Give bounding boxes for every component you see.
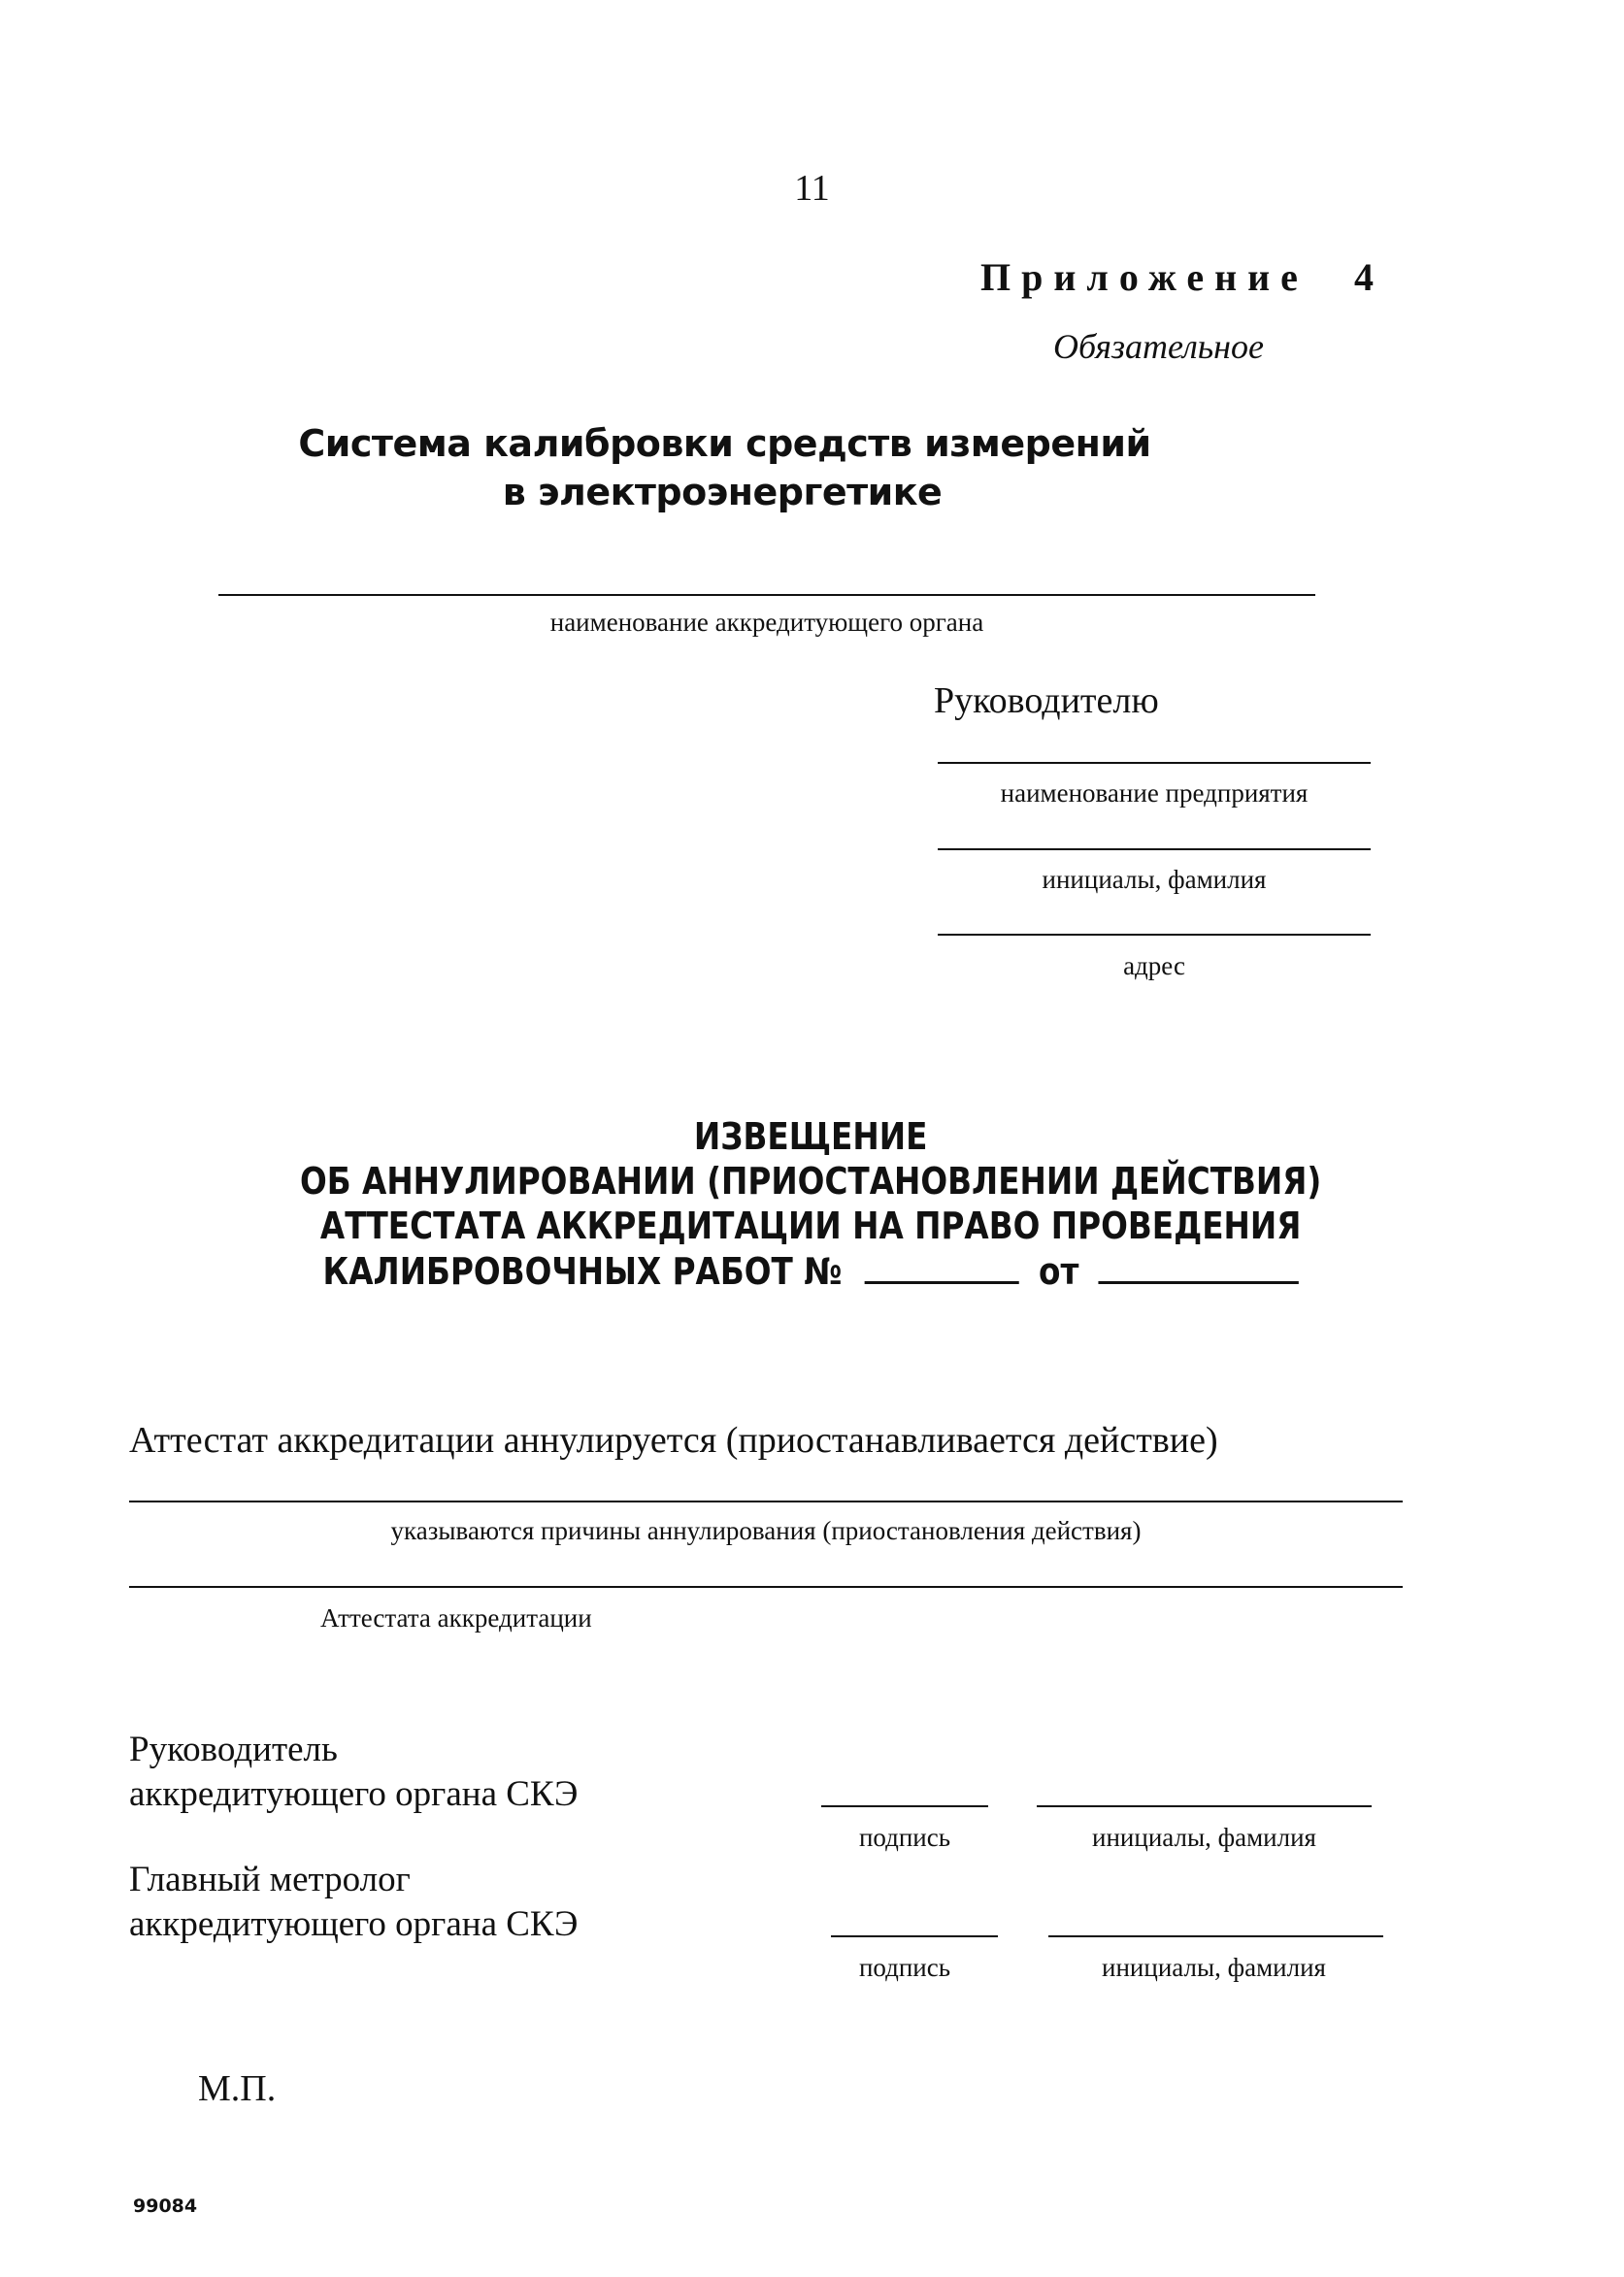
address-caption: адрес: [1123, 951, 1185, 980]
signatory-name-caption: инициалы, фамилия: [1102, 1953, 1326, 1982]
appendix-status: Обязательное: [1053, 327, 1264, 366]
signatory-name-field[interactable]: [1037, 1805, 1372, 1807]
signatory-role-line1: Главный метролог: [129, 1860, 411, 1899]
reason-caption: указываются причины аннулирования (приостановления действия): [390, 1516, 1142, 1545]
notice-from-label: от: [1039, 1250, 1079, 1293]
signatory-role: [129, 1858, 578, 1947]
signatory-role: [129, 1728, 578, 1817]
notice-title-line4: [113, 1248, 1509, 1294]
signature-field[interactable]: [821, 1805, 988, 1807]
reason-field[interactable]: [129, 1501, 1403, 1502]
appendix-heading: [980, 254, 1384, 300]
recipient-name-caption: инициалы, фамилия: [1042, 865, 1267, 894]
signatory-name-field[interactable]: [1048, 1935, 1383, 1937]
document-code: 99084: [133, 2195, 198, 2217]
signatory-name-caption: инициалы, фамилия: [1092, 1823, 1316, 1852]
recipient-title: Руководителю: [934, 680, 1159, 721]
signature-field[interactable]: [831, 1935, 998, 1937]
address-field[interactable]: [938, 934, 1371, 936]
reason-continuation-field[interactable]: [129, 1586, 1403, 1588]
certificate-number-field[interactable]: [865, 1248, 1019, 1284]
notice-title-line1: ИЗВЕЩЕНИЕ: [693, 1115, 928, 1158]
system-title-line1: Система калибровки средств измерений: [298, 422, 1151, 465]
page-number: 11: [794, 168, 830, 209]
signature-caption: подпись: [858, 1953, 951, 1982]
recipient-name-field[interactable]: [938, 848, 1371, 850]
annulment-statement: Аттестат аккредитации аннулируется (приостанавливается действие): [129, 1420, 1218, 1461]
signatory-role-line1: Руководитель: [129, 1730, 338, 1769]
enterprise-field[interactable]: [938, 762, 1371, 764]
enterprise-caption: наименование предприятия: [1000, 778, 1309, 808]
system-title: [0, 419, 1624, 516]
stamp-label: М.П.: [198, 2068, 277, 2109]
signature-caption: подпись: [858, 1823, 951, 1852]
accrediting-body-field[interactable]: [218, 594, 1315, 596]
signatory-role-line2: аккредитующего органа СКЭ: [129, 1774, 579, 1814]
notice-title-line3: АТТЕСТАТА АККРЕДИТАЦИИ НА ПРАВО ПРОВЕДЕНИЯ: [319, 1204, 1302, 1247]
appendix-number: 4: [1353, 255, 1384, 299]
appendix-label: Приложение: [980, 255, 1309, 299]
signatory-role-line2: аккредитующего органа СКЭ: [129, 1904, 579, 1944]
certificate-caption: Аттестата аккредитации: [320, 1603, 592, 1633]
notice-title-line4-text: КАЛИБРОВОЧНЫХ РАБОТ №: [322, 1250, 843, 1293]
notice-title-line2: ОБ АННУЛИРОВАНИИ (ПРИОСТАНОВЛЕНИИ ДЕЙСТВИЯ): [299, 1160, 1322, 1203]
notice-title: [113, 1114, 1509, 1294]
system-title-line2: в электроэнергетике: [502, 471, 943, 513]
certificate-date-field[interactable]: [1098, 1248, 1298, 1284]
accrediting-body-caption: наименование аккредитующего органа: [549, 608, 984, 637]
